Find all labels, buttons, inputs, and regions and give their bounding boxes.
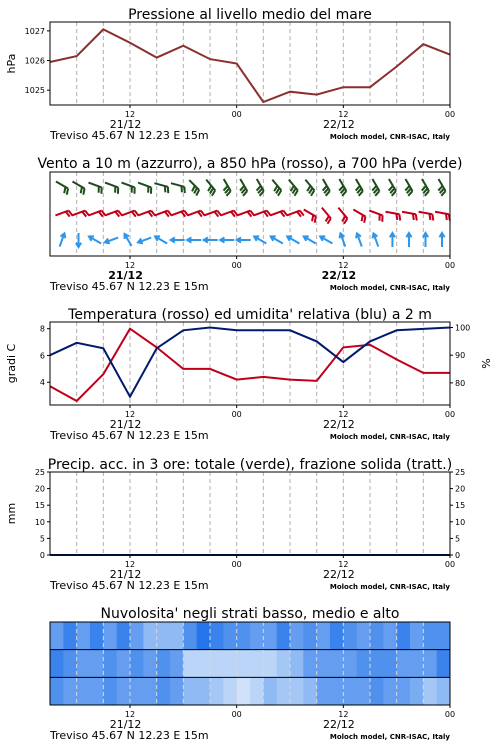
wind-barb-850: [188, 211, 205, 217]
wind-barb-feather: [81, 187, 82, 193]
wind-barb-feather: [364, 217, 365, 223]
cloud-cell-medio: [290, 650, 304, 678]
cloud-cell-medio: [210, 650, 224, 678]
cloud-cell-medio: [357, 650, 371, 678]
wind-barb-700: [171, 183, 185, 193]
precip-ytick-right-label: 5: [455, 534, 461, 544]
cloud-cell-alto: [383, 622, 397, 650]
wind-barb-10m: [406, 233, 411, 247]
precip-ytick-right-label: 20: [455, 484, 466, 494]
cloud-cell-alto: [263, 622, 277, 650]
wind-barb-700: [405, 179, 412, 196]
cloud-cell-alto: [343, 622, 357, 650]
wind-barb-feather: [396, 214, 397, 220]
cloud-cell-medio: [117, 650, 131, 678]
cloud-day-label: 21/12: [109, 718, 142, 731]
wind-barb-850: [171, 211, 188, 217]
wind-barb-feather: [413, 214, 414, 220]
wind-barb-850: [254, 211, 271, 217]
wind-barb-feather: [432, 214, 433, 220]
cloud-cell-basso: [397, 677, 411, 705]
cloud-cell-medio: [157, 650, 171, 678]
wind-barb-feather: [194, 188, 197, 194]
wind-barb-10m: [254, 236, 266, 243]
cloud-cell-alto: [357, 622, 371, 650]
wind-barb-700: [240, 179, 247, 196]
precip-station-label: Treviso 45.67 N 12.23 E 15m: [50, 579, 209, 592]
wind-barb-10m: [237, 237, 251, 242]
cloud-cell-alto: [437, 622, 451, 650]
cloud-cell-alto: [50, 622, 64, 650]
cloud-cell-alto: [90, 622, 104, 650]
wind-barb-850: [237, 211, 254, 217]
wind-barb-700: [88, 183, 101, 194]
cloud-cell-basso: [423, 677, 437, 705]
cloud-cell-basso: [197, 677, 211, 705]
wind-barb-10m: [105, 238, 118, 244]
cloud-cell-basso: [63, 677, 77, 705]
pressure-title: Pressione al livello medio del mare: [128, 7, 372, 23]
cloud-cell-alto: [423, 622, 437, 650]
cloud-cell-alto: [330, 622, 344, 650]
wind-barb-10m: [60, 233, 66, 246]
wind-barb-700: [138, 183, 151, 194]
cloud-cell-basso: [250, 677, 264, 705]
cloud-cell-basso: [330, 677, 344, 705]
pressure-ytick-label: 1025: [24, 86, 45, 96]
cloud-xtick-label: 12: [338, 710, 349, 719]
precip-ytick-label: 15: [34, 501, 45, 511]
cloud-panel: [49, 606, 455, 742]
precip-ytick-label: 25: [34, 468, 45, 477]
cloud-xtick-label: 00: [231, 710, 242, 719]
cloud-cell-basso: [437, 677, 451, 705]
wind-xtick-label: 12: [124, 261, 136, 270]
wind-xtick-label: 12: [338, 261, 349, 270]
cloud-xtick-label: 12: [124, 710, 136, 719]
precip-ytick-right-label: 0: [455, 551, 461, 560]
pressure-station-label: Treviso 45.67 N 12.23 E 15m: [50, 129, 209, 142]
wind-barb-700: [372, 179, 379, 196]
wind-panel: [37, 156, 462, 293]
temperature-xtick-label: 12: [338, 410, 349, 419]
wind-barb-700: [272, 180, 281, 196]
cloud-cell-alto: [223, 622, 237, 650]
cloud-cell-basso: [383, 677, 397, 705]
cloud-cell-basso: [143, 677, 157, 705]
wind-barb-700: [189, 180, 199, 196]
cloud-cell-basso: [117, 677, 131, 705]
cloud-cell-alto: [183, 622, 197, 650]
cloud-cell-alto: [170, 622, 184, 650]
cloud-cell-medio: [343, 650, 357, 678]
wind-barb-850: [369, 211, 382, 222]
cloud-cell-medio: [263, 650, 277, 678]
pressure-xtick-label: 00: [444, 110, 456, 119]
cloud-cell-medio: [197, 650, 211, 678]
cloud-cell-medio: [63, 650, 77, 678]
pressure-xtick-label: 00: [231, 110, 242, 119]
wind-day-label: 22/12: [321, 269, 357, 282]
precip-xtick-label: 12: [124, 560, 136, 569]
precip-ytick-label: 20: [34, 484, 45, 494]
wind-barb-10m: [271, 236, 283, 243]
wind-barb-850: [353, 210, 365, 223]
cloud-cell-medio: [103, 650, 117, 678]
wind-barb-700: [339, 179, 346, 196]
pressure-ylabel: hPa: [5, 53, 18, 74]
pressure-series-line: [50, 29, 450, 102]
wind-barb-feather: [362, 215, 363, 221]
wind-barb-700: [257, 179, 264, 196]
wind-barb-700: [356, 179, 363, 196]
cloud-cell-medio: [237, 650, 251, 678]
wind-barb-700: [305, 180, 314, 196]
temperature-credit: Moloch model, CNR-ISAC, Italy: [329, 433, 450, 441]
wind-barb-10m: [373, 233, 379, 246]
cloud-cell-alto: [130, 622, 144, 650]
cloud-cell-basso: [170, 677, 184, 705]
cloud-cell-medio: [330, 650, 344, 678]
cloud-cell-basso: [183, 677, 197, 705]
wind-barb-850: [72, 211, 89, 217]
cloud-cell-alto: [197, 622, 211, 650]
wind-barb-850: [419, 212, 434, 221]
cloud-cell-alto: [397, 622, 411, 650]
wind-barb-850: [287, 211, 304, 217]
cloud-cell-medio: [317, 650, 331, 678]
wind-barb-850: [105, 211, 122, 217]
cloud-cell-medio: [223, 650, 237, 678]
precip-title: Precip. acc. in 3 ore: totale (verde), frazione solida (tratt.): [47, 457, 453, 473]
temperature-xtick-label: 00: [444, 410, 456, 419]
wind-barb-10m: [138, 238, 151, 244]
cloud-cell-basso: [50, 677, 64, 705]
cloud-cell-medio: [423, 650, 437, 678]
pressure-day-label: 22/12: [323, 118, 355, 131]
cloud-cell-basso: [370, 677, 384, 705]
cloud-cell-basso: [290, 677, 304, 705]
cloud-credit: Moloch model, CNR-ISAC, Italy: [329, 733, 450, 741]
wind-barb-10m: [187, 237, 201, 242]
cloud-cell-medio: [130, 650, 144, 678]
pressure-credit: Moloch model, CNR-ISAC, Italy: [329, 133, 450, 141]
pressure-ytick-label: 1027: [24, 26, 45, 36]
wind-barb-10m: [356, 233, 362, 246]
wind-barb-feather: [83, 189, 84, 195]
wind-barb-700: [389, 179, 396, 196]
wind-barb-10m: [124, 234, 131, 246]
temperature-series-line: [50, 328, 450, 397]
temperature-ytick-label: 6: [39, 351, 45, 361]
wind-barb-10m: [171, 237, 185, 242]
cloud-cell-basso: [223, 677, 237, 705]
temperature-ytick-right-label: 100: [455, 323, 471, 333]
cloud-cell-alto: [143, 622, 157, 650]
cloud-cell-medio: [50, 650, 64, 678]
temperature-day-label: 22/12: [323, 418, 355, 431]
wind-barb-850: [55, 211, 72, 217]
temperature-ytick-label: 8: [39, 324, 45, 334]
cloud-cell-basso: [410, 677, 424, 705]
wind-barb-850: [88, 211, 105, 217]
temperature-xtick-label: 12: [124, 410, 136, 419]
wind-barb-feather: [312, 215, 313, 221]
cloud-cell-medio: [303, 650, 317, 678]
wind-barb-10m: [304, 236, 316, 243]
wind-credit: Moloch model, CNR-ISAC, Italy: [329, 284, 450, 292]
wind-barb-850: [402, 212, 417, 221]
pressure-panel: [5, 7, 455, 142]
temperature-ytick-right-label: 90: [455, 351, 466, 361]
wind-barb-850: [386, 212, 401, 221]
temperature-title: Temperatura (rosso) ed umidita' relativa (blu) a 2 m: [68, 307, 432, 323]
pressure-day-label: 21/12: [109, 118, 142, 131]
cloud-cell-medio: [437, 650, 451, 678]
wind-xtick-label: 00: [231, 261, 242, 270]
wind-day-label: 21/12: [108, 269, 143, 282]
wind-barb-850: [204, 211, 221, 217]
cloud-cell-medio: [143, 650, 157, 678]
wind-barb-feather: [446, 214, 447, 220]
cloud-cell-basso: [237, 677, 251, 705]
cloud-cell-alto: [117, 622, 131, 650]
cloud-cell-alto: [103, 622, 117, 650]
cloud-cell-alto: [410, 622, 424, 650]
wind-barb-feather: [315, 217, 316, 223]
cloud-cell-medio: [250, 650, 264, 678]
wind-barb-10m: [320, 236, 332, 243]
temperature-xtick-label: 00: [231, 410, 242, 419]
pressure-xtick-label: 12: [338, 110, 349, 119]
wind-barb-10m: [220, 237, 234, 242]
precip-day-label: 22/12: [323, 568, 355, 581]
wind-barb-850: [270, 211, 287, 217]
precip-frame: [50, 472, 450, 555]
temperature-ytick-right-label: 80: [455, 378, 466, 388]
cloud-xtick-label: 00: [444, 710, 456, 719]
wind-barb-700: [206, 180, 215, 196]
cloud-cell-basso: [77, 677, 91, 705]
cloud-cell-medio: [370, 650, 384, 678]
cloud-cell-medio: [277, 650, 291, 678]
cloud-cell-alto: [290, 622, 304, 650]
wind-barb-10m: [89, 236, 101, 243]
cloud-cell-basso: [103, 677, 117, 705]
temperature-ylabel: gradi C: [5, 343, 18, 384]
cloud-station-label: Treviso 45.67 N 12.23 E 15m: [50, 729, 209, 742]
cloud-cell-basso: [90, 677, 104, 705]
cloud-day-label: 22/12: [323, 718, 355, 731]
cloud-cell-medio: [410, 650, 424, 678]
precip-xtick-label: 12: [338, 560, 349, 569]
cloud-title: Nuvolosita' negli strati basso, medio e alto: [100, 606, 400, 622]
cloud-cell-alto: [77, 622, 91, 650]
cloud-cell-alto: [317, 622, 331, 650]
wind-xtick-label: 00: [444, 261, 456, 270]
wind-barb-850: [322, 208, 331, 224]
cloud-cell-basso: [303, 677, 317, 705]
wind-barb-feather: [67, 189, 68, 195]
cloud-cell-alto: [63, 622, 77, 650]
wind-barb-feather: [192, 186, 195, 192]
cloud-cell-basso: [130, 677, 144, 705]
precip-ytick-label: 10: [34, 517, 45, 527]
cloud-cell-medio: [183, 650, 197, 678]
temperature-day-label: 21/12: [109, 418, 142, 431]
cloud-cell-medio: [170, 650, 184, 678]
cloud-cell-alto: [303, 622, 317, 650]
cloud-cell-basso: [157, 677, 171, 705]
wind-barb-10m: [439, 233, 444, 247]
wind-barb-700: [323, 179, 330, 196]
precip-ytick-label: 5: [39, 534, 45, 544]
cloud-cell-alto: [157, 622, 171, 650]
cloud-cell-basso: [277, 677, 291, 705]
cloud-cell-medio: [397, 650, 411, 678]
precip-ytick-right-label: 25: [455, 468, 466, 477]
cloud-cell-alto: [250, 622, 264, 650]
wind-barb-850: [435, 212, 450, 221]
pressure-ytick-label: 1026: [24, 56, 45, 66]
cloud-cell-basso: [343, 677, 357, 705]
wind-barb-feather: [399, 214, 400, 220]
cloud-cell-medio: [90, 650, 104, 678]
wind-barb-10m: [390, 233, 395, 247]
temperature-station-label: Treviso 45.67 N 12.23 E 15m: [50, 429, 209, 442]
wind-barb-700: [122, 183, 135, 194]
wind-barb-700: [72, 182, 84, 195]
temperature-panel: [5, 307, 493, 442]
wind-barb-10m: [340, 233, 346, 246]
cloud-cell-medio: [77, 650, 91, 678]
cloud-cell-medio: [383, 650, 397, 678]
precip-ylabel: mm: [5, 502, 18, 525]
temperature-ytick-label: 4: [39, 378, 45, 388]
wind-barb-850: [304, 210, 316, 223]
wind-barb-10m: [204, 237, 218, 242]
wind-barb-700: [56, 182, 68, 195]
wind-barb-850: [138, 211, 155, 217]
wind-barb-feather: [429, 214, 430, 220]
precip-ytick-label: 0: [39, 551, 45, 560]
cloud-cell-alto: [277, 622, 291, 650]
precip-ytick-right-label: 15: [455, 501, 466, 511]
precip-panel: [5, 457, 465, 592]
wind-barb-feather: [64, 187, 65, 193]
wind-station-label: Treviso 45.67 N 12.23 E 15m: [50, 280, 209, 293]
wind-barb-feather: [196, 190, 199, 196]
precip-day-label: 21/12: [109, 568, 142, 581]
wind-barb-850: [221, 211, 238, 217]
precip-credit: Moloch model, CNR-ISAC, Italy: [329, 583, 450, 591]
cloud-cell-alto: [370, 622, 384, 650]
wind-barb-700: [438, 179, 445, 196]
pressure-frame: [50, 22, 450, 105]
cloud-cell-basso: [317, 677, 331, 705]
cloud-cell-alto: [237, 622, 251, 650]
cloud-cell-basso: [357, 677, 371, 705]
wind-barb-700: [105, 183, 118, 194]
cloud-cell-alto: [210, 622, 224, 650]
pressure-xtick-label: 12: [124, 110, 136, 119]
wind-title: Vento a 10 m (azzurro), a 850 hPa (rosso), a 700 hPa (verde): [37, 156, 463, 172]
precip-xtick-label: 00: [444, 560, 456, 569]
wind-barb-feather: [416, 214, 417, 220]
precip-ytick-right-label: 10: [455, 517, 466, 527]
temperature-ylabel-right: %: [480, 358, 493, 369]
wind-barb-10m: [287, 236, 299, 243]
wind-barb-700: [224, 179, 231, 196]
temperature-series-line: [50, 329, 450, 401]
cloud-cell-basso: [263, 677, 277, 705]
cloud-cell-basso: [210, 677, 224, 705]
precip-xtick-label: 00: [231, 560, 242, 569]
